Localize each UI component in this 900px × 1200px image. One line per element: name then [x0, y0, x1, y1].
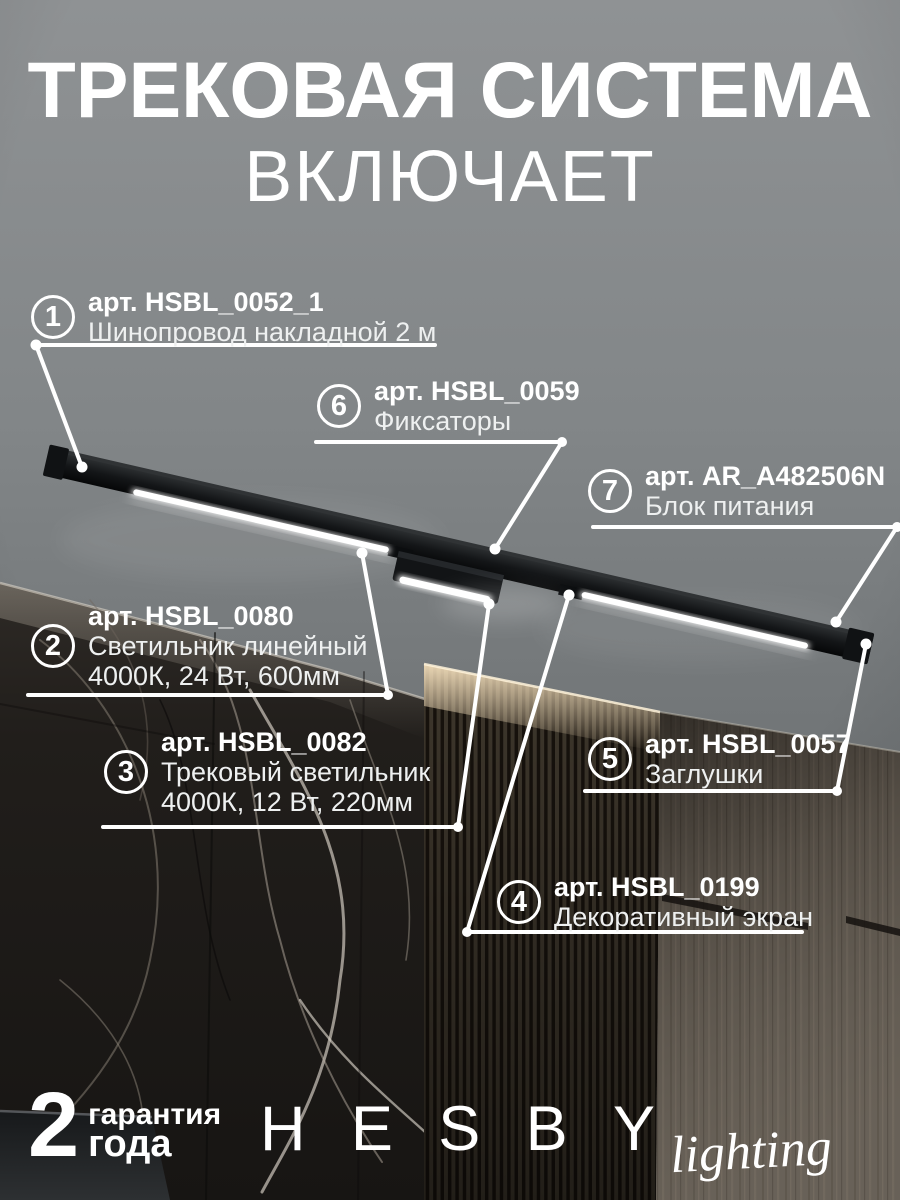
callout-6-fixators: [317, 376, 580, 436]
warranty-word-top: гарантия: [88, 1098, 222, 1131]
brand-name: HESBY: [260, 1094, 701, 1164]
article-description: Шинопровод накладной 2 м: [88, 317, 437, 347]
article-code: арт. HSBL_0080: [88, 601, 294, 631]
callout-7-power-supply: [588, 461, 885, 521]
title-sub: ВКЛЮЧАЕТ: [244, 137, 656, 217]
callout-number-badge: 3: [104, 750, 148, 794]
callout-number-badge: 7: [588, 469, 632, 513]
article-code: арт. HSBL_0059: [374, 376, 580, 406]
article-description: Фиксаторы: [374, 406, 512, 436]
warranty-word-bottom: года: [88, 1123, 172, 1165]
article-code: арт. HSBL_0199: [554, 872, 760, 902]
article-description: Трековый светильник: [161, 757, 431, 787]
page-title: [0, 45, 900, 217]
warranty-badge: [28, 1074, 222, 1176]
brand-logo: [260, 1094, 834, 1185]
callout-5-end-caps: [588, 729, 851, 789]
article-code: арт. HSBL_0082: [161, 727, 367, 757]
callout-number-badge: 2: [31, 624, 75, 668]
callout-4-decorative-screen: [497, 872, 813, 932]
title-main: ТРЕКОВАЯ СИСТЕМА: [27, 45, 873, 134]
article-code: арт. AR_A482506N: [645, 461, 886, 491]
warranty-years: 2: [28, 1074, 80, 1176]
article-description: Светильник линейный: [88, 631, 368, 661]
callout-number-badge: 4: [497, 880, 541, 924]
article-specs: 4000К, 12 Вт, 220мм: [161, 787, 413, 817]
article-code: арт. HSBL_0057: [645, 729, 851, 759]
callout-3-track-spotlight: [104, 727, 430, 817]
article-code: арт. HSBL_0052_1: [88, 287, 324, 317]
article-description: Блок питания: [645, 491, 815, 521]
callout-1-busbar: [31, 287, 436, 347]
callout-number-badge: 6: [317, 384, 361, 428]
callout-2-linear-light: [31, 601, 367, 691]
spotlight-glow: [441, 587, 565, 621]
callout-number-badge: 5: [588, 737, 632, 781]
article-description: Заглушки: [645, 759, 764, 789]
brand-suffix: lighting: [668, 1118, 834, 1185]
article-description: Декоративный экран: [554, 902, 814, 932]
callout-number-badge: 1: [31, 295, 75, 339]
article-specs: 4000К, 24 Вт, 600мм: [88, 661, 340, 691]
